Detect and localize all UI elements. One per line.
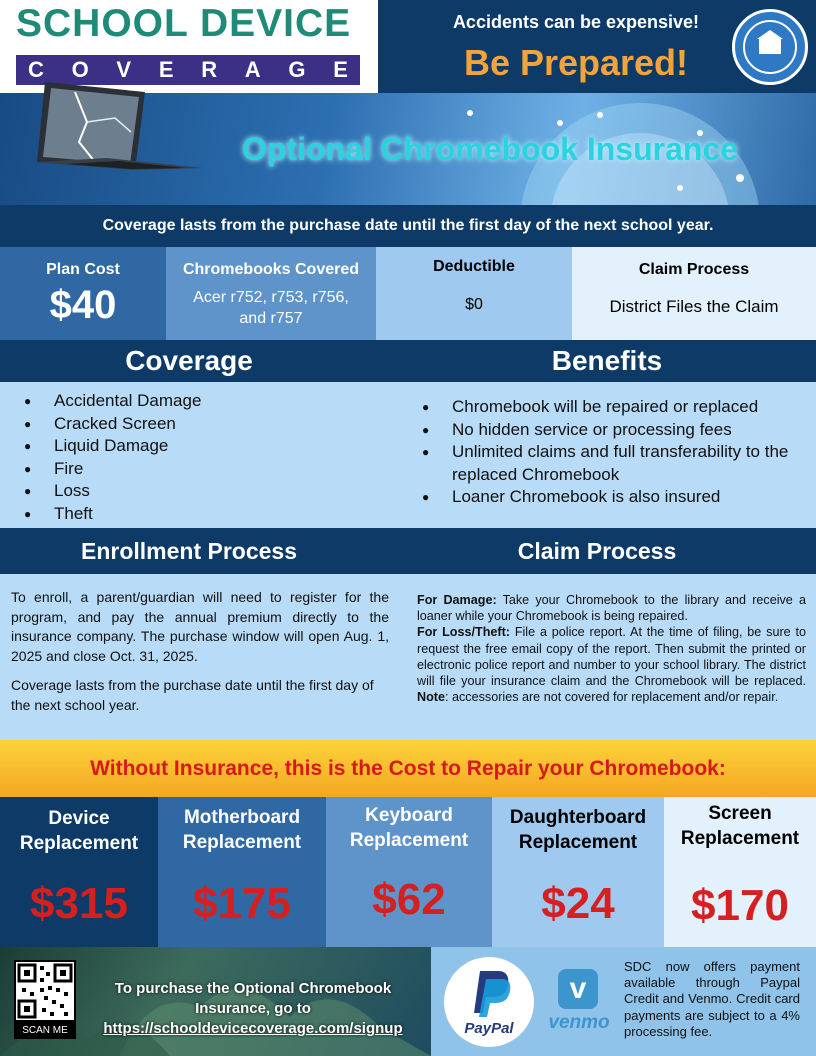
- claim-process-label: Claim Process: [638, 261, 750, 278]
- claim-process-text: [417, 592, 806, 705]
- payment-options-text: SDC now offers payment available through Paypal Credit and Venmo. Credit card payments are subject to a 4% processing fee.: [624, 959, 800, 1039]
- cost-label: Keyboard Replacement: [349, 805, 469, 851]
- slogan: Be Prepared!: [463, 42, 689, 83]
- coverage-duration-line: Coverage lasts from the purchase date until the first day of the next school year.: [0, 205, 816, 247]
- logo-subtitle-bar: [16, 55, 360, 85]
- note-label: Note: [417, 690, 445, 705]
- enrollment-heading: Enrollment Process: [0, 528, 378, 574]
- damage-label: For Damage:: [417, 593, 497, 607]
- cost-label: Screen Replacement: [680, 803, 800, 849]
- coverage-heading: Coverage: [0, 340, 378, 382]
- cost-warning-banner: Without Insurance, this is the Cost to Repair your Chromebook:: [0, 740, 816, 797]
- benefits-heading: Benefits: [398, 340, 816, 382]
- paypal-logo: [444, 957, 534, 1047]
- cost-label: Daughterboard Replacement: [509, 807, 647, 853]
- venmo-icon: v: [558, 969, 598, 1009]
- logo-title: SCHOOL DEVICE: [16, 2, 352, 45]
- logo-letter: E: [333, 57, 348, 82]
- enrollment-paragraph: Coverage lasts from the purchase date until the first day of the next school year.: [11, 677, 374, 713]
- loss-theft-text: File a police report. At the time of filing, be sure to request the free email copy of the report. Then submit the printed or electronic police report and number to your school library. The district will file your insurance claim and the Chromebook will be replaced.: [417, 625, 806, 689]
- claim-process-heading: Claim Process: [378, 528, 816, 574]
- logo-letter: R: [201, 57, 218, 82]
- list-item: ● Theft: [20, 503, 380, 526]
- cost-value: $170: [691, 881, 789, 930]
- cost-card-motherboard: [158, 797, 326, 947]
- logo-letter: G: [288, 57, 306, 82]
- list-item: ● Fire: [20, 458, 380, 481]
- heading-divider: [378, 340, 398, 382]
- district-seal-icon: [732, 9, 808, 85]
- logo-letter: E: [158, 57, 174, 82]
- tagline: Accidents can be expensive!: [452, 12, 700, 32]
- purchase-instructions: [78, 979, 428, 1039]
- chromebooks-covered-value: Acer r752, r753, r756, and r757: [193, 289, 349, 327]
- logo-letter: A: [244, 57, 261, 82]
- deductible-label: Deductible: [433, 258, 515, 275]
- list-item: ● Loaner Chromebook is also insured: [418, 486, 808, 509]
- plan-cost-value: $40: [49, 283, 117, 327]
- broken-laptop-icon: [35, 82, 205, 202]
- list-item: ● Accidental Damage: [20, 390, 380, 413]
- cost-label: Device Replacement: [19, 808, 139, 854]
- cost-value: $175: [193, 879, 291, 928]
- list-item: ● Liquid Damage: [20, 435, 380, 458]
- note-text: : accessories are not covered for replacement and/or repair.: [445, 690, 779, 705]
- enrollment-text: [11, 588, 389, 715]
- signup-link[interactable]: https://schooldevicecoverage.com/signup: [103, 1020, 403, 1037]
- chromebooks-covered-label: Chromebooks Covered: [182, 261, 360, 278]
- cost-value: $62: [372, 875, 446, 924]
- list-item: ● Unlimited claims and full transferability to the replaced Chromebook: [418, 441, 808, 486]
- list-item: ● Loss: [20, 480, 380, 503]
- plan-cost-cell: [0, 247, 166, 340]
- logo-letter: C: [28, 57, 44, 82]
- damage-text: Take your Chromebook to the library and receive a loaner while your Chromebook is being repaired.: [417, 593, 806, 624]
- scan-me-label: SCAN ME: [14, 1022, 76, 1039]
- cost-card-screen: [664, 797, 816, 947]
- list-item: ● No hidden service or processing fees: [418, 419, 808, 442]
- cost-card-device: [0, 797, 158, 947]
- cost-card-keyboard: [326, 797, 492, 947]
- chromebooks-covered-cell: [166, 247, 376, 340]
- logo-letter: V: [116, 57, 132, 82]
- enrollment-paragraph: To enroll, a parent/guardian will need to register for the program, and pay the annual premium directly to the insurance company. The purchase window will open Aug. 1, 2025 and close Oct. 31, 2025.: [11, 589, 389, 664]
- claim-process-cell: [572, 247, 816, 340]
- loss-theft-label: For Loss/Theft:: [417, 625, 510, 640]
- list-item: ● Chromebook will be repaired or replaced: [418, 396, 808, 419]
- coverage-list: [20, 390, 380, 525]
- claim-process-value: District Files the Claim: [609, 297, 779, 316]
- venmo-logo-text: venmo: [548, 1012, 610, 1033]
- logo-letter: O: [71, 57, 89, 82]
- cost-label: Motherboard Replacement: [182, 807, 302, 853]
- deductible-value: $0: [465, 296, 483, 313]
- banner-title: Optional Chromebook Insurance: [241, 131, 739, 167]
- cost-value: $24: [541, 879, 615, 928]
- paypal-word: PayPal: [464, 1020, 514, 1037]
- plan-cost-label: Plan Cost: [46, 261, 120, 278]
- purchase-text: To purchase the Optional Chromebook Insurance, go to: [114, 980, 392, 1017]
- benefits-list: [418, 396, 808, 509]
- cost-card-daughterboard: [492, 797, 664, 947]
- deductible-cell: [376, 247, 572, 340]
- cost-value: $315: [30, 879, 128, 928]
- list-item: ● Cracked Screen: [20, 413, 380, 436]
- qr-code-icon[interactable]: [14, 960, 76, 1022]
